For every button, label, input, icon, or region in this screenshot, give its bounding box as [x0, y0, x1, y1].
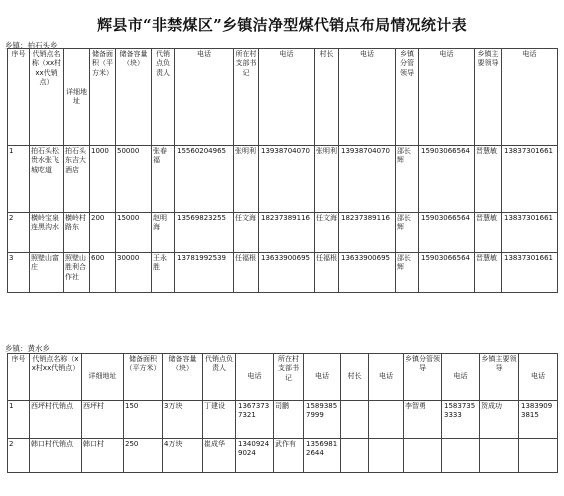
cell-manager-phone: 15560204965 [175, 146, 234, 213]
cell-index: 1 [8, 146, 30, 213]
cell-area: 1000 [90, 146, 116, 213]
cell-leader-phone [519, 439, 558, 473]
column-header-manager: 代销点负责人 [203, 354, 236, 401]
cell-deputy-phone: 15837353333 [442, 401, 480, 439]
cell-manager-phone: 13409249024 [236, 439, 274, 473]
column-header-secretary-phone: 电话 [259, 49, 315, 146]
cell-village-head-phone: 13633900695 [339, 253, 396, 293]
cell-village-head-phone [369, 439, 404, 473]
cell-area: 250 [124, 439, 163, 473]
column-header-village-head-phone: 电话 [339, 49, 396, 146]
cell-secretary-phone: 13938704070 [259, 146, 315, 213]
section1-header-row [8, 49, 558, 146]
column-header-town-deputy: 乡镇分管领导 [404, 354, 442, 401]
column-header-manager: 代销点负责人 [152, 49, 175, 146]
column-header-address: 详细地址 [64, 49, 90, 146]
cell-index: 3 [8, 253, 30, 293]
cell-secretary-phone: 13633900695 [259, 253, 315, 293]
cell-outlet-name: 横岭宝泉连黑沟水 [30, 213, 64, 253]
cell-capacity: 3万块 [163, 401, 203, 439]
cell-manager: 丁建设 [203, 401, 236, 439]
cell-manager: 王永胜 [152, 253, 175, 293]
cell-manager-phone: 13673737321 [236, 401, 274, 439]
cell-secretary-phone: 18237389116 [259, 213, 315, 253]
cell-village-head-phone: 13938704070 [339, 146, 396, 213]
cell-area: 200 [90, 213, 116, 253]
column-header-village-head: 村长 [315, 49, 339, 146]
column-header-index: 序号 [8, 354, 30, 401]
column-header-area: 储备面积（平方米） [90, 49, 116, 146]
column-header-address: 详细地址 [82, 354, 124, 401]
table-row [8, 401, 558, 439]
cell-town-leader: 贺成功 [480, 401, 519, 439]
cell-address: 照壁山胜利合作社 [64, 253, 90, 293]
cell-manager-phone: 13569823255 [175, 213, 234, 253]
cell-deputy-phone [442, 439, 480, 473]
cell-outlet-name: 西坪村代销点 [30, 401, 82, 439]
table-row [8, 439, 558, 473]
cell-party-secretary: 张明利 [234, 146, 259, 213]
column-header-outlet-name: 代销点名称（xx村xx代销点） [30, 354, 82, 401]
cell-town-leader: 晋慧敏 [475, 253, 502, 293]
cell-index: 2 [8, 439, 30, 473]
cell-town-leader: 晋慧敏 [475, 146, 502, 213]
column-header-deputy-phone: 电话 [419, 49, 475, 146]
cell-secretary-phone: 15893857999 [304, 401, 341, 439]
cell-village-head [341, 401, 369, 439]
column-header-town-deputy: 乡镇分管领导 [396, 49, 419, 146]
column-header-leader-phone: 电话 [502, 49, 558, 146]
table-row [8, 253, 558, 293]
cell-village-head: 任福根 [315, 253, 339, 293]
cell-town-leader: 晋慧敏 [475, 213, 502, 253]
column-header-village-head: 村长 [341, 354, 369, 401]
cell-capacity: 4万块 [163, 439, 203, 473]
section2-table [7, 353, 558, 473]
cell-outlet-name: 韩口村代销点 [30, 439, 82, 473]
column-header-party-secretary: 所在村支部书记 [274, 354, 304, 401]
cell-deputy-phone: 15903066564 [419, 146, 475, 213]
cell-capacity: 15000 [116, 213, 152, 253]
column-header-village-head-phone: 电话 [369, 354, 404, 401]
cell-address: 韩口村 [82, 439, 124, 473]
cell-index: 2 [8, 213, 30, 253]
column-header-index: 序号 [8, 49, 30, 146]
table-row [8, 213, 558, 253]
cell-area: 600 [90, 253, 116, 293]
cell-town-deputy: 邵长辉 [396, 253, 419, 293]
cell-leader-phone: 13837301661 [502, 213, 558, 253]
cell-index: 1 [8, 401, 30, 439]
cell-capacity: 50000 [116, 146, 152, 213]
section1-table [7, 48, 558, 293]
section2-region-label: 乡镇：黄水乡 [5, 344, 50, 353]
cell-manager: 崔成华 [203, 439, 236, 473]
column-header-deputy-phone: 电话 [442, 354, 480, 401]
column-header-leader-phone: 电话 [519, 354, 558, 401]
cell-deputy-phone: 15903066564 [419, 253, 475, 293]
cell-leader-phone: 13837301661 [502, 253, 558, 293]
section2-header-row [8, 354, 558, 401]
table-row [8, 146, 558, 213]
cell-address: 横岭村路东 [64, 213, 90, 253]
cell-address: 西坪村 [82, 401, 124, 439]
cell-deputy-phone: 15903066564 [419, 213, 475, 253]
cell-party-secretary: 任文海 [234, 213, 259, 253]
cell-leader-phone: 13839093815 [519, 401, 558, 439]
column-header-manager-phone: 电话 [236, 354, 274, 401]
column-header-town-leader: 乡镇主要领导 [475, 49, 502, 146]
page-title: 辉县市“非禁煤区”乡镇洁净型煤代销点布局情况统计表 [97, 16, 467, 34]
cell-party-secretary: 任福根 [234, 253, 259, 293]
section1-region-label: 乡镇：拍石头乡 [5, 41, 58, 50]
cell-village-head: 任文海 [315, 213, 339, 253]
cell-village-head [341, 439, 369, 473]
cell-party-secretary: 武作有 [274, 439, 304, 473]
column-header-capacity: 储备容量（块） [163, 354, 203, 401]
cell-leader-phone: 13837301661 [502, 146, 558, 213]
cell-town-deputy: 邵长辉 [396, 213, 419, 253]
column-header-town-leader: 乡镇主要领导 [480, 354, 519, 401]
cell-village-head: 张明利 [315, 146, 339, 213]
cell-area: 150 [124, 401, 163, 439]
column-header-outlet-name: 代销点名称（xx村xx代销点） [30, 49, 64, 146]
cell-village-head-phone [369, 401, 404, 439]
column-header-area: 储备面积（平方米） [124, 354, 163, 401]
column-header-manager-phone: 电话 [175, 49, 234, 146]
cell-manager: 赵明海 [152, 213, 175, 253]
cell-town-deputy: 邵长辉 [396, 146, 419, 213]
cell-outlet-name: 照壁山富庄 [30, 253, 64, 293]
cell-capacity: 30000 [116, 253, 152, 293]
cell-town-deputy [404, 439, 442, 473]
column-header-capacity: 储备容量（块） [116, 49, 152, 146]
cell-manager: 张春福 [152, 146, 175, 213]
column-header-secretary-phone: 电话 [304, 354, 341, 401]
cell-address: 拍石头东吉大酒店 [64, 146, 90, 213]
cell-manager-phone: 13781992539 [175, 253, 234, 293]
cell-town-deputy: 李智勇 [404, 401, 442, 439]
cell-secretary-phone: 13569812644 [304, 439, 341, 473]
column-header-party-secretary: 所在村支部书记 [234, 49, 259, 146]
cell-town-leader [480, 439, 519, 473]
cell-outlet-name: 拍石头松贵水张飞城吃道 [30, 146, 64, 213]
cell-party-secretary: 司鹏 [274, 401, 304, 439]
cell-village-head-phone: 18237389116 [339, 213, 396, 253]
